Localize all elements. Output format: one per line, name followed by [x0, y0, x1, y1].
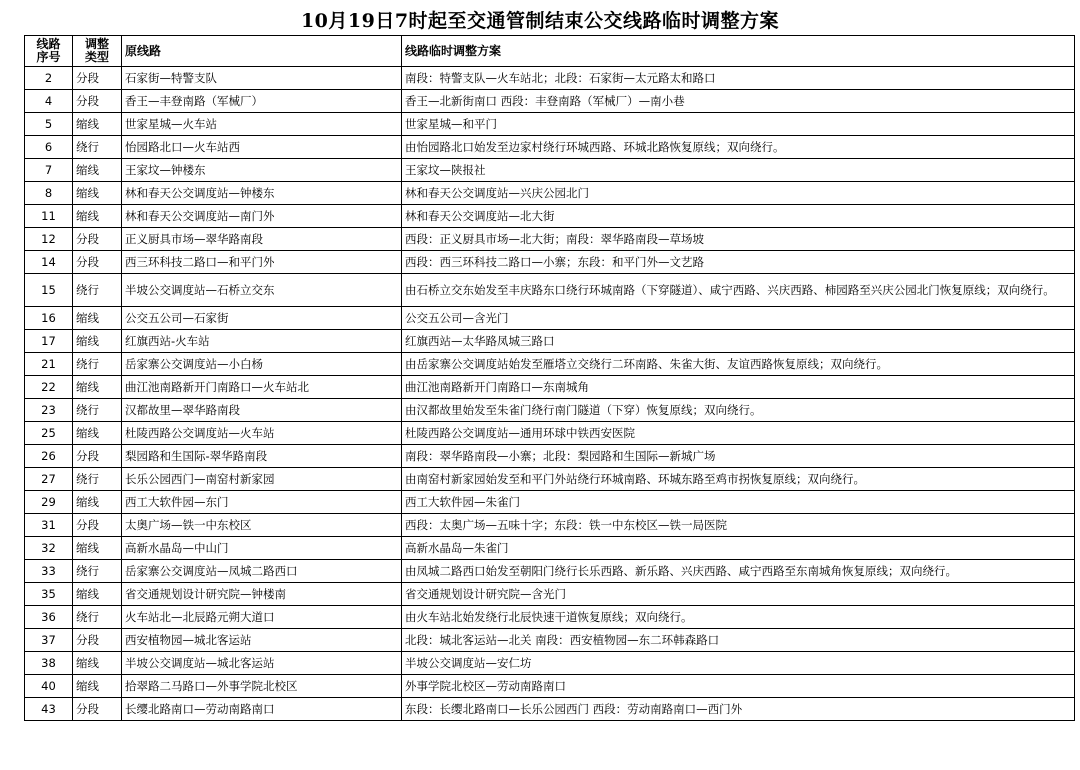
- adjustment-type: 缩线: [73, 330, 122, 353]
- route-number: 29: [25, 491, 73, 514]
- table-row: [25, 514, 1075, 537]
- route-number: 6: [25, 136, 73, 159]
- adjustment-type: 缩线: [73, 422, 122, 445]
- original-route: 岳家寨公交调度站—小白杨: [122, 353, 402, 376]
- table-row: [25, 422, 1075, 445]
- adjustment-type: 缩线: [73, 159, 122, 182]
- original-route: 世家星城—火车站: [122, 113, 402, 136]
- table-row: [25, 274, 1075, 307]
- route-number: 23: [25, 399, 73, 422]
- route-number: 5: [25, 113, 73, 136]
- route-number: 2: [25, 67, 73, 90]
- original-route: 林和春天公交调度站—钟楼东: [122, 182, 402, 205]
- route-number: 8: [25, 182, 73, 205]
- original-route: 西工大软件园—东门: [122, 491, 402, 514]
- route-number: 32: [25, 537, 73, 560]
- adjustment-plan: 由怡园路北口始发至边家村绕行环城西路、环城北路恢复原线；双向绕行。: [402, 136, 1075, 159]
- route-number: 15: [25, 274, 73, 307]
- adjustment-type: 分段: [73, 514, 122, 537]
- adjustment-plan: 林和春天公交调度站—兴庆公园北门: [402, 182, 1075, 205]
- adjustment-plan: 王家坟—陕报社: [402, 159, 1075, 182]
- header-route-no: [25, 36, 73, 67]
- original-route: 汉都故里—翠华路南段: [122, 399, 402, 422]
- adjustment-type: 绕行: [73, 560, 122, 583]
- table-row: [25, 629, 1075, 652]
- original-route: 岳家寨公交调度站—凤城二路西口: [122, 560, 402, 583]
- original-route: 杜陵西路公交调度站—火车站: [122, 422, 402, 445]
- adjustment-type: 分段: [73, 251, 122, 274]
- route-number: 14: [25, 251, 73, 274]
- adjustment-plan: 杜陵西路公交调度站—通用环球中铁西安医院: [402, 422, 1075, 445]
- route-number: 36: [25, 606, 73, 629]
- table-row: [25, 491, 1075, 514]
- table-row: [25, 136, 1075, 159]
- adjustment-type: 分段: [73, 445, 122, 468]
- route-number: 21: [25, 353, 73, 376]
- adjustment-type: 绕行: [73, 606, 122, 629]
- adjustment-type: 缩线: [73, 583, 122, 606]
- adjustment-type: 分段: [73, 629, 122, 652]
- adjustment-plan: 由火车站北始发绕行北辰快速干道恢复原线；双向绕行。: [402, 606, 1075, 629]
- table-row: [25, 560, 1075, 583]
- table-row: [25, 251, 1075, 274]
- adjustment-type: 分段: [73, 698, 122, 721]
- table-row: [25, 606, 1075, 629]
- original-route: 太奥广场—铁一中东校区: [122, 514, 402, 537]
- adjustment-type: 缩线: [73, 537, 122, 560]
- adjustment-plan: 西段：西三环科技二路口—小寨；东段：和平门外—文艺路: [402, 251, 1075, 274]
- adjustment-plan: 西段：太奥广场—五味十字；东段：铁一中东校区—铁一局医院: [402, 514, 1075, 537]
- original-route: 长缨北路南口—劳动南路南口: [122, 698, 402, 721]
- adjustment-type: 分段: [73, 90, 122, 113]
- route-number: 27: [25, 468, 73, 491]
- adjustment-type: 缩线: [73, 652, 122, 675]
- adjustment-type: 缩线: [73, 182, 122, 205]
- original-route: 省交通规划设计研究院—钟楼南: [122, 583, 402, 606]
- table-row: [25, 652, 1075, 675]
- header-original-route: 原线路: [122, 36, 402, 67]
- adjustment-plan: 红旗西站—太华路凤城三路口: [402, 330, 1075, 353]
- adjustment-type: 绕行: [73, 468, 122, 491]
- route-number: 16: [25, 307, 73, 330]
- table-header-row: [25, 36, 1075, 67]
- adjustment-plan: 香王—北新街南口 西段：丰登南路（军械厂）—南小巷: [402, 90, 1075, 113]
- route-number: 31: [25, 514, 73, 537]
- route-number: 11: [25, 205, 73, 228]
- adjustment-type: 绕行: [73, 353, 122, 376]
- header-type-label: 调整 类型: [84, 37, 109, 64]
- table-row: [25, 445, 1075, 468]
- adjustment-type: 缩线: [73, 491, 122, 514]
- adjustment-type: 绕行: [73, 136, 122, 159]
- table-row: [25, 182, 1075, 205]
- header-adjustment-plan: 线路临时调整方案: [402, 36, 1075, 67]
- adjustment-plan: 外事学院北校区—劳动南路南口: [402, 675, 1075, 698]
- page-title: 10月19日7时起至交通管制结束公交线路临时调整方案: [300, 10, 780, 32]
- original-route: 林和春天公交调度站—南门外: [122, 205, 402, 228]
- route-number: 25: [25, 422, 73, 445]
- original-route: 梨园路和生国际-翠华路南段: [122, 445, 402, 468]
- original-route: 香王—丰登南路（军械厂）: [122, 90, 402, 113]
- table-body: [25, 67, 1075, 721]
- original-route: 高新水晶岛—中山门: [122, 537, 402, 560]
- table-row: [25, 159, 1075, 182]
- adjustment-plan: 世家星城—和平门: [402, 113, 1075, 136]
- header-type: [73, 36, 122, 67]
- table-row: [25, 113, 1075, 136]
- route-adjustment-table: [24, 35, 1075, 721]
- adjustment-plan: 北段：城北客运站—北关 南段：西安植物园—东二环韩森路口: [402, 629, 1075, 652]
- original-route: 正义厨具市场—翠华路南段: [122, 228, 402, 251]
- adjustment-type: 绕行: [73, 274, 122, 307]
- original-route: 半坡公交调度站—城北客运站: [122, 652, 402, 675]
- header-route-no-label: 线路 序号: [36, 37, 61, 64]
- adjustment-type: 缩线: [73, 675, 122, 698]
- route-number: 38: [25, 652, 73, 675]
- table-row: [25, 307, 1075, 330]
- table-row: [25, 205, 1075, 228]
- original-route: 西三环科技二路口—和平门外: [122, 251, 402, 274]
- route-number: 4: [25, 90, 73, 113]
- route-number: 43: [25, 698, 73, 721]
- adjustment-plan: 由岳家寨公交调度站始发至雁塔立交绕行二环南路、朱雀大街、友谊西路恢复原线；双向绕行。: [402, 353, 1075, 376]
- table-row: [25, 330, 1075, 353]
- adjustment-type: 缩线: [73, 205, 122, 228]
- adjustment-plan: 由汉都故里始发至朱雀门绕行南门隧道（下穿）恢复原线；双向绕行。: [402, 399, 1075, 422]
- adjustment-plan: 半坡公交调度站—安仁坊: [402, 652, 1075, 675]
- adjustment-type: 缩线: [73, 307, 122, 330]
- table-row: [25, 67, 1075, 90]
- original-route: 曲江池南路新开门南路口—火车站北: [122, 376, 402, 399]
- route-number: 7: [25, 159, 73, 182]
- adjustment-type: 分段: [73, 228, 122, 251]
- adjustment-plan: 南段：特警支队—火车站北；北段：石家街—太元路太和路口: [402, 67, 1075, 90]
- route-number: 40: [25, 675, 73, 698]
- adjustment-plan: 由石桥立交东始发至丰庆路东口绕行环城南路（下穿隧道）、咸宁西路、兴庆西路、柿园路至兴庆公园北门恢复原线；双向绕行。: [402, 274, 1075, 307]
- table-row: [25, 376, 1075, 399]
- table-row: [25, 698, 1075, 721]
- adjustment-plan: 林和春天公交调度站—北大街: [402, 205, 1075, 228]
- adjustment-type: 绕行: [73, 399, 122, 422]
- original-route: 王家坟—钟楼东: [122, 159, 402, 182]
- route-number: 35: [25, 583, 73, 606]
- route-number: 26: [25, 445, 73, 468]
- table-row: [25, 90, 1075, 113]
- adjustment-plan: 高新水晶岛—朱雀门: [402, 537, 1075, 560]
- original-route: 半坡公交调度站—石桥立交东: [122, 274, 402, 307]
- route-number: 33: [25, 560, 73, 583]
- route-number: 17: [25, 330, 73, 353]
- adjustment-type: 分段: [73, 67, 122, 90]
- adjustment-plan: 省交通规划设计研究院—含光门: [402, 583, 1075, 606]
- original-route: 红旗西站-火车站: [122, 330, 402, 353]
- original-route: 公交五公司—石家街: [122, 307, 402, 330]
- table-row: [25, 537, 1075, 560]
- table-row: [25, 353, 1075, 376]
- original-route: 石家街—特警支队: [122, 67, 402, 90]
- adjustment-type: 缩线: [73, 113, 122, 136]
- route-number: 22: [25, 376, 73, 399]
- original-route: 火车站北—北辰路元朔大道口: [122, 606, 402, 629]
- adjustment-plan: 由南窑村新家园始发至和平门外站绕行环城南路、环城东路至鸡市拐恢复原线；双向绕行。: [402, 468, 1075, 491]
- adjustment-plan: 南段：翠华路南段—小寨；北段：梨园路和生国际—新城广场: [402, 445, 1075, 468]
- adjustment-plan: 由凤城二路西口始发至朝阳门绕行长乐西路、新乐路、兴庆西路、咸宁西路至东南城角恢复原线；双向绕行。: [402, 560, 1075, 583]
- table-row: [25, 675, 1075, 698]
- table-row: [25, 228, 1075, 251]
- table-row: [25, 468, 1075, 491]
- original-route: 怡园路北口—火车站西: [122, 136, 402, 159]
- original-route: 西安植物园—城北客运站: [122, 629, 402, 652]
- table-row: [25, 399, 1075, 422]
- adjustment-plan: 公交五公司—含光门: [402, 307, 1075, 330]
- adjustment-plan: 西工大软件园—朱雀门: [402, 491, 1075, 514]
- adjustment-plan: 东段：长缨北路南口—长乐公园西门 西段：劳动南路南口—西门外: [402, 698, 1075, 721]
- route-number: 12: [25, 228, 73, 251]
- adjustment-plan: 西段：正义厨具市场—北大街；南段：翠华路南段—草场坡: [402, 228, 1075, 251]
- original-route: 拾翠路二马路口—外事学院北校区: [122, 675, 402, 698]
- original-route: 长乐公园西门—南窑村新家园: [122, 468, 402, 491]
- route-number: 37: [25, 629, 73, 652]
- adjustment-plan: 曲江池南路新开门南路口—东南城角: [402, 376, 1075, 399]
- adjustment-type: 缩线: [73, 376, 122, 399]
- table-row: [25, 583, 1075, 606]
